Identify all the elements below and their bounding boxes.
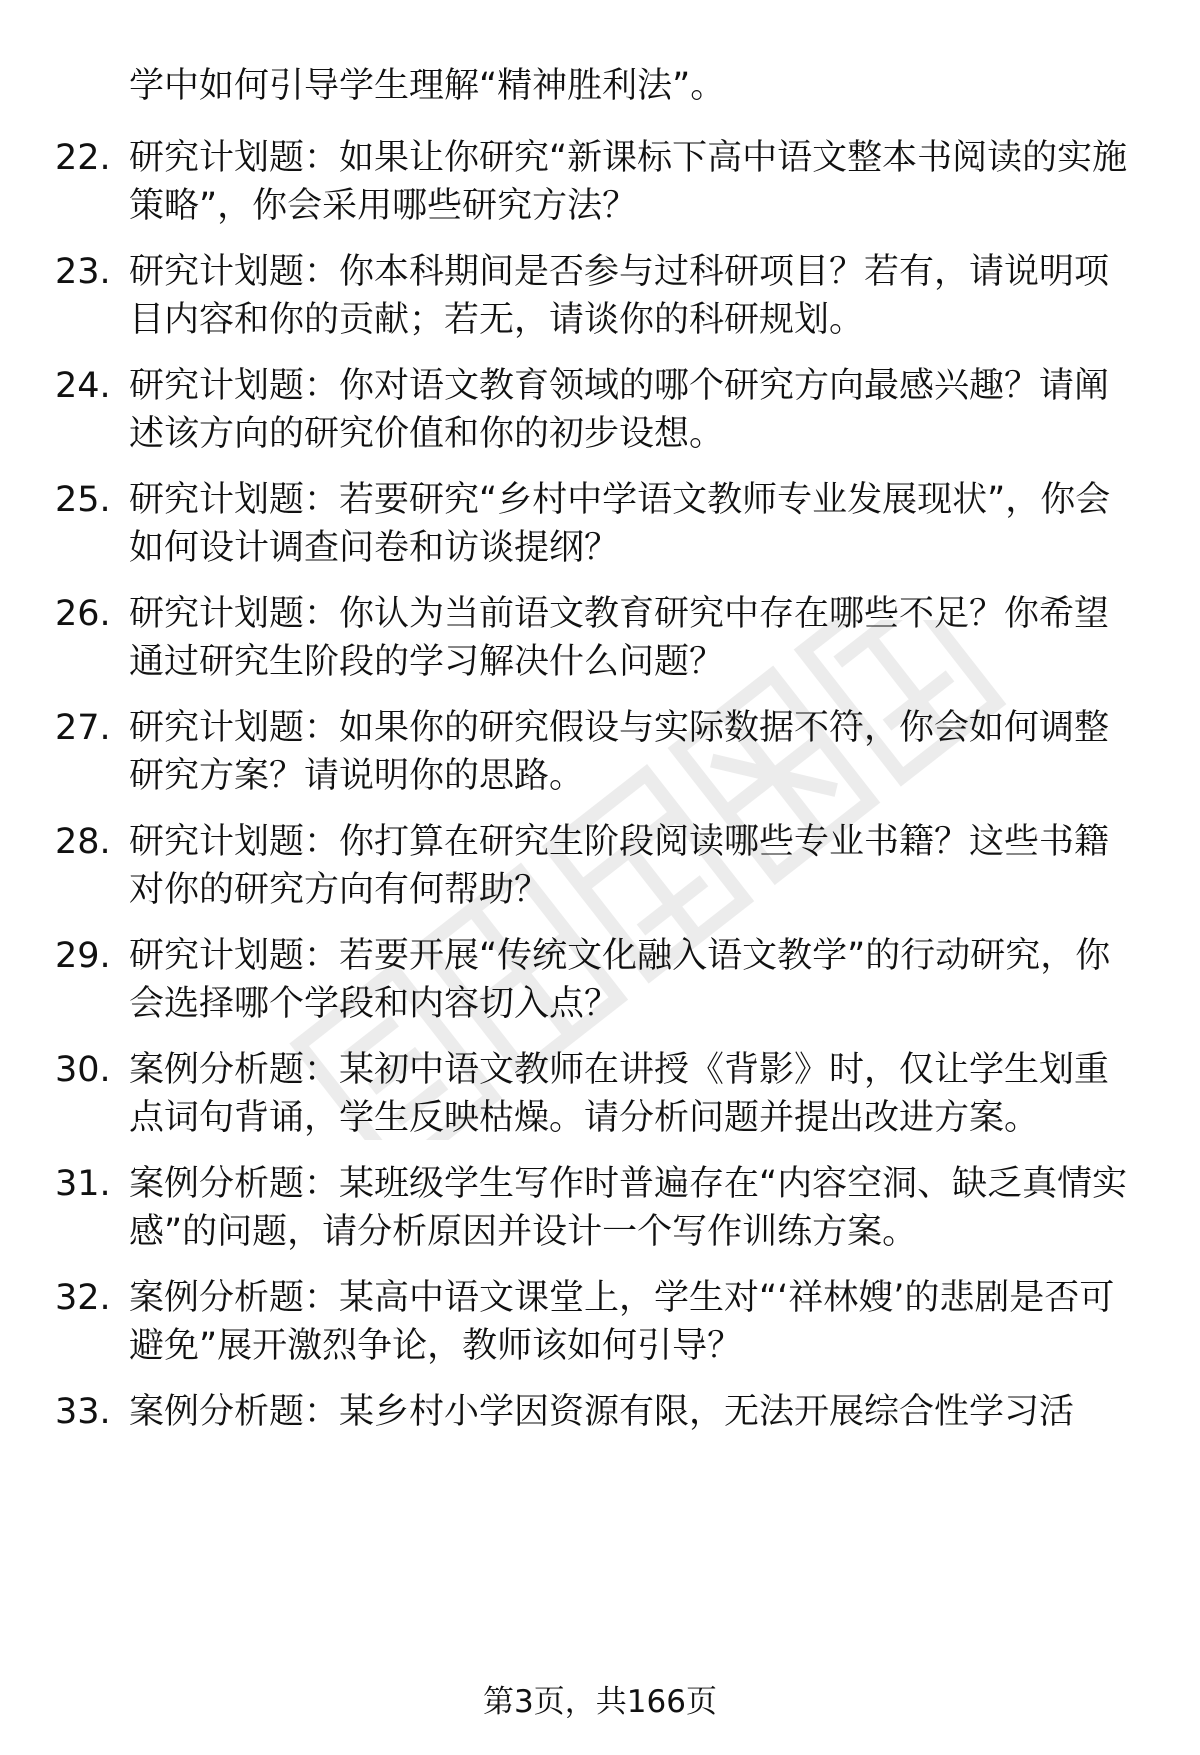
question-number: 22. — [55, 138, 111, 178]
question-number: 29. — [55, 936, 111, 976]
question-number: 30. — [55, 1050, 111, 1090]
question-number: 33. — [55, 1392, 111, 1432]
question-number: 26. — [55, 594, 111, 634]
question-text: 案例分析题：某初中语文教师在讲授《背影》时，仅让学生划重点词句背诵，学生反映枯燥。请分析问题并提出改进方案。 — [129, 1050, 1110, 1138]
question-text: 研究计划题：如果你的研究假设与实际数据不符，你会如何调整研究方案？请说明你的思路。 — [129, 708, 1110, 796]
question-number: 25. — [55, 480, 111, 520]
question-text: 研究计划题：若要开展“传统文化融入语文教学”的行动研究，你会选择哪个学段和内容切入点？ — [129, 936, 1111, 1024]
question-text: 研究计划题：你打算在研究生阶段阅读哪些专业书籍？这些书籍对你的研究方向有何帮助？ — [129, 822, 1110, 910]
question-text: 案例分析题：某高中语文课堂上，学生对“‘祥林嫂’的悲剧是否可避免”展开激烈争论，教师该如何引导？ — [129, 1278, 1115, 1366]
question-number: 32. — [55, 1278, 111, 1318]
question-text: 研究计划题：如果让你研究“新课标下高中语文整本书阅读的实施策略”，你会采用哪些研究方法？ — [129, 138, 1128, 226]
question-text: 研究计划题：你对语文教育领域的哪个研究方向最感兴趣？请阐述该方向的研究价值和你的初步设想。 — [129, 366, 1110, 454]
question-text: 研究计划题：你本科期间是否参与过科研项目？若有，请说明项目内容和你的贡献；若无，请谈你的科研规划。 — [129, 252, 1110, 340]
question-text: 案例分析题：某乡村小学因资源有限，无法开展综合性学习活 — [129, 1392, 1075, 1432]
question-number: 27. — [55, 708, 111, 748]
question-number: 23. — [55, 252, 111, 292]
question-text: 案例分析题：某班级学生写作时普遍存在“内容空洞、缺乏真情实感”的问题，请分析原因并设计一个写作训练方案。 — [129, 1164, 1128, 1252]
question-number: 31. — [55, 1164, 111, 1204]
question-text: 研究计划题：你认为当前语文教育研究中存在哪些不足？你希望通过研究生阶段的学习解决什么问题？ — [129, 594, 1110, 682]
question-text: 研究计划题：若要研究“乡村中学语文教师专业发展现状”，你会如何设计调查问卷和访谈提纲？ — [129, 480, 1111, 568]
continuation-line: 学中如何引导学生理解“精神胜利法”。 — [129, 66, 726, 106]
question-number: 24. — [55, 366, 111, 406]
question-number: 28. — [55, 822, 111, 862]
page-footer: 第3页，共166页 — [483, 1684, 717, 1720]
